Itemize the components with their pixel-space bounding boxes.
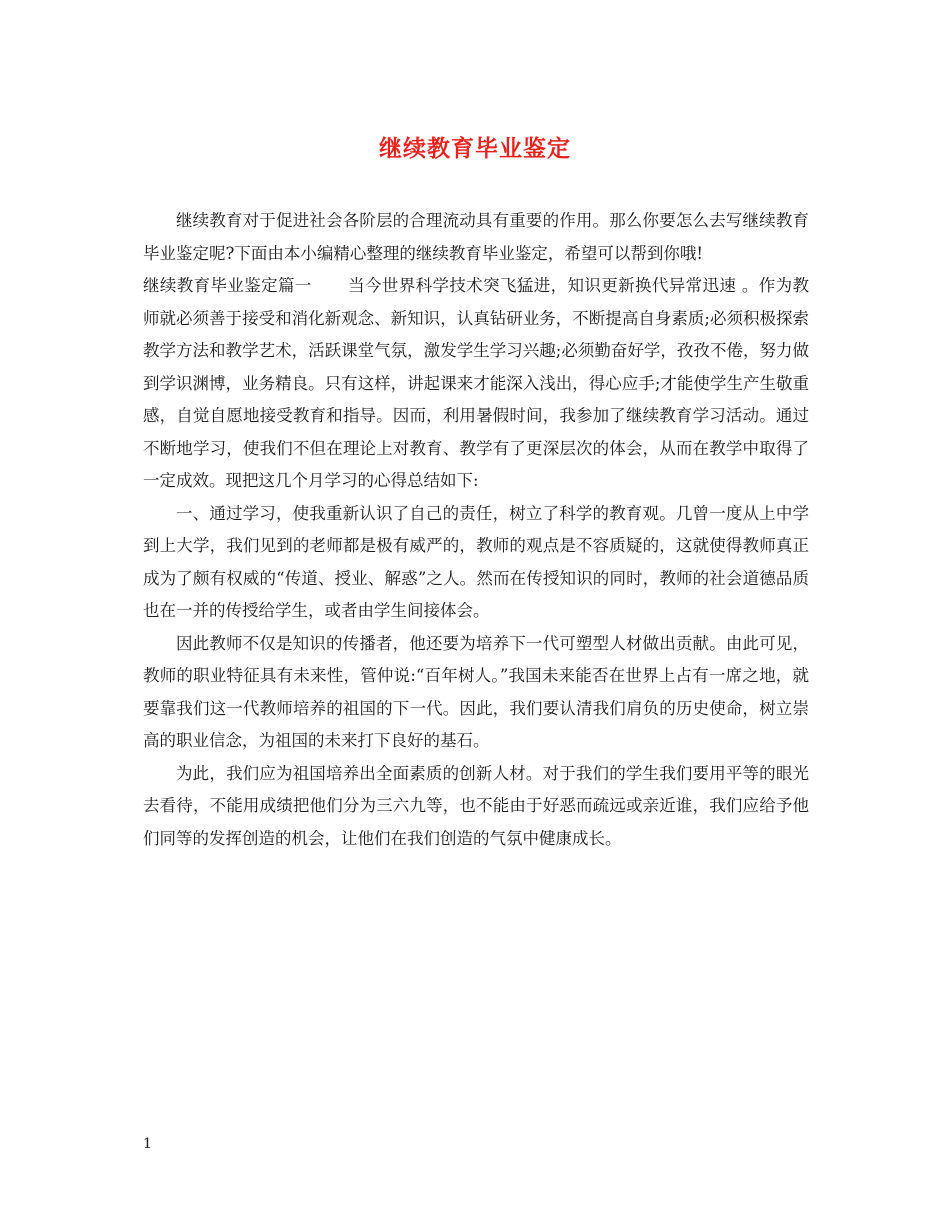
section-first-paragraph (143, 270, 809, 498)
intro-paragraph: 继续教育对于促进社会各阶层的合理流动具有重要的作用。那么你要怎么去写继续教育毕业鉴定呢?下面由本小编精心整理的继续教育毕业鉴定，希望可以帮到你哦! (143, 211, 809, 263)
section-first-text: 当今世界科学技术突飞猛进，知识更新换代异常迅速 。作为教师就必须善于接受和消化新观念、新知识，认真钻研业务，不断提高自身素质;必须积极探索教学方法和教学艺术，活跃课堂气氛，激发学生学习兴趣;必须勤奋好学，孜孜不倦，努力做到学识渊博，业务精良。只有这样，讲起课来才能深入浅出，得心应手;才能使学生产生敬重感，自觉自愿地接受教育和指导。因而，利用暑假时间，我参加了继续教育学习活动。通过不断地学习，使我们不但在理论上对教育、教学有了更深层次的体会，从而在教学中取得了一定成效。现把这几个月学习的心得总结如下: (143, 276, 809, 490)
section-heading: 继续教育毕业鉴定篇一 (143, 276, 312, 295)
page-number: 1 (143, 1136, 152, 1152)
document-body (143, 205, 809, 855)
body-paragraph-2: 因此教师不仅是知识的传播者，他还要为培养下一代可塑型人材做出贡献。由此可见，教师的职业特征具有未来性，管仲说:“百年树人。”我国未来能否在世界上占有一席之地，就要靠我们这一代教师培养的祖国的下一代。因此，我们要认清我们肩负的历史使命，树立崇高的职业信念，为祖国的未来打下良好的基石。 (143, 633, 809, 750)
document-title: 继续教育毕业鉴定 (379, 135, 571, 162)
body-paragraph-1: 一、通过学习，使我重新认识了自己的责任，树立了科学的教育观。几曾一度从上中学到上大学，我们见到的老师都是极有威严的，教师的观点是不容质疑的，这就使得教师真正成为了颇有权威的“传道、授业、解惑”之人。然而在传授知识的同时，教师的社会道德品质也在一并的传授给学生，或者由学生间接体会。 (143, 503, 809, 620)
body-paragraph-3: 为此，我们应为祖国培养出全面素质的创新人材。对于我们的学生我们要用平等的眼光去看待，不能用成绩把他们分为三六九等，也不能由于好恶而疏远或亲近谁，我们应给予他们同等的发挥创造的机会，让他们在我们创造的气氛中健康成长。 (143, 763, 809, 848)
